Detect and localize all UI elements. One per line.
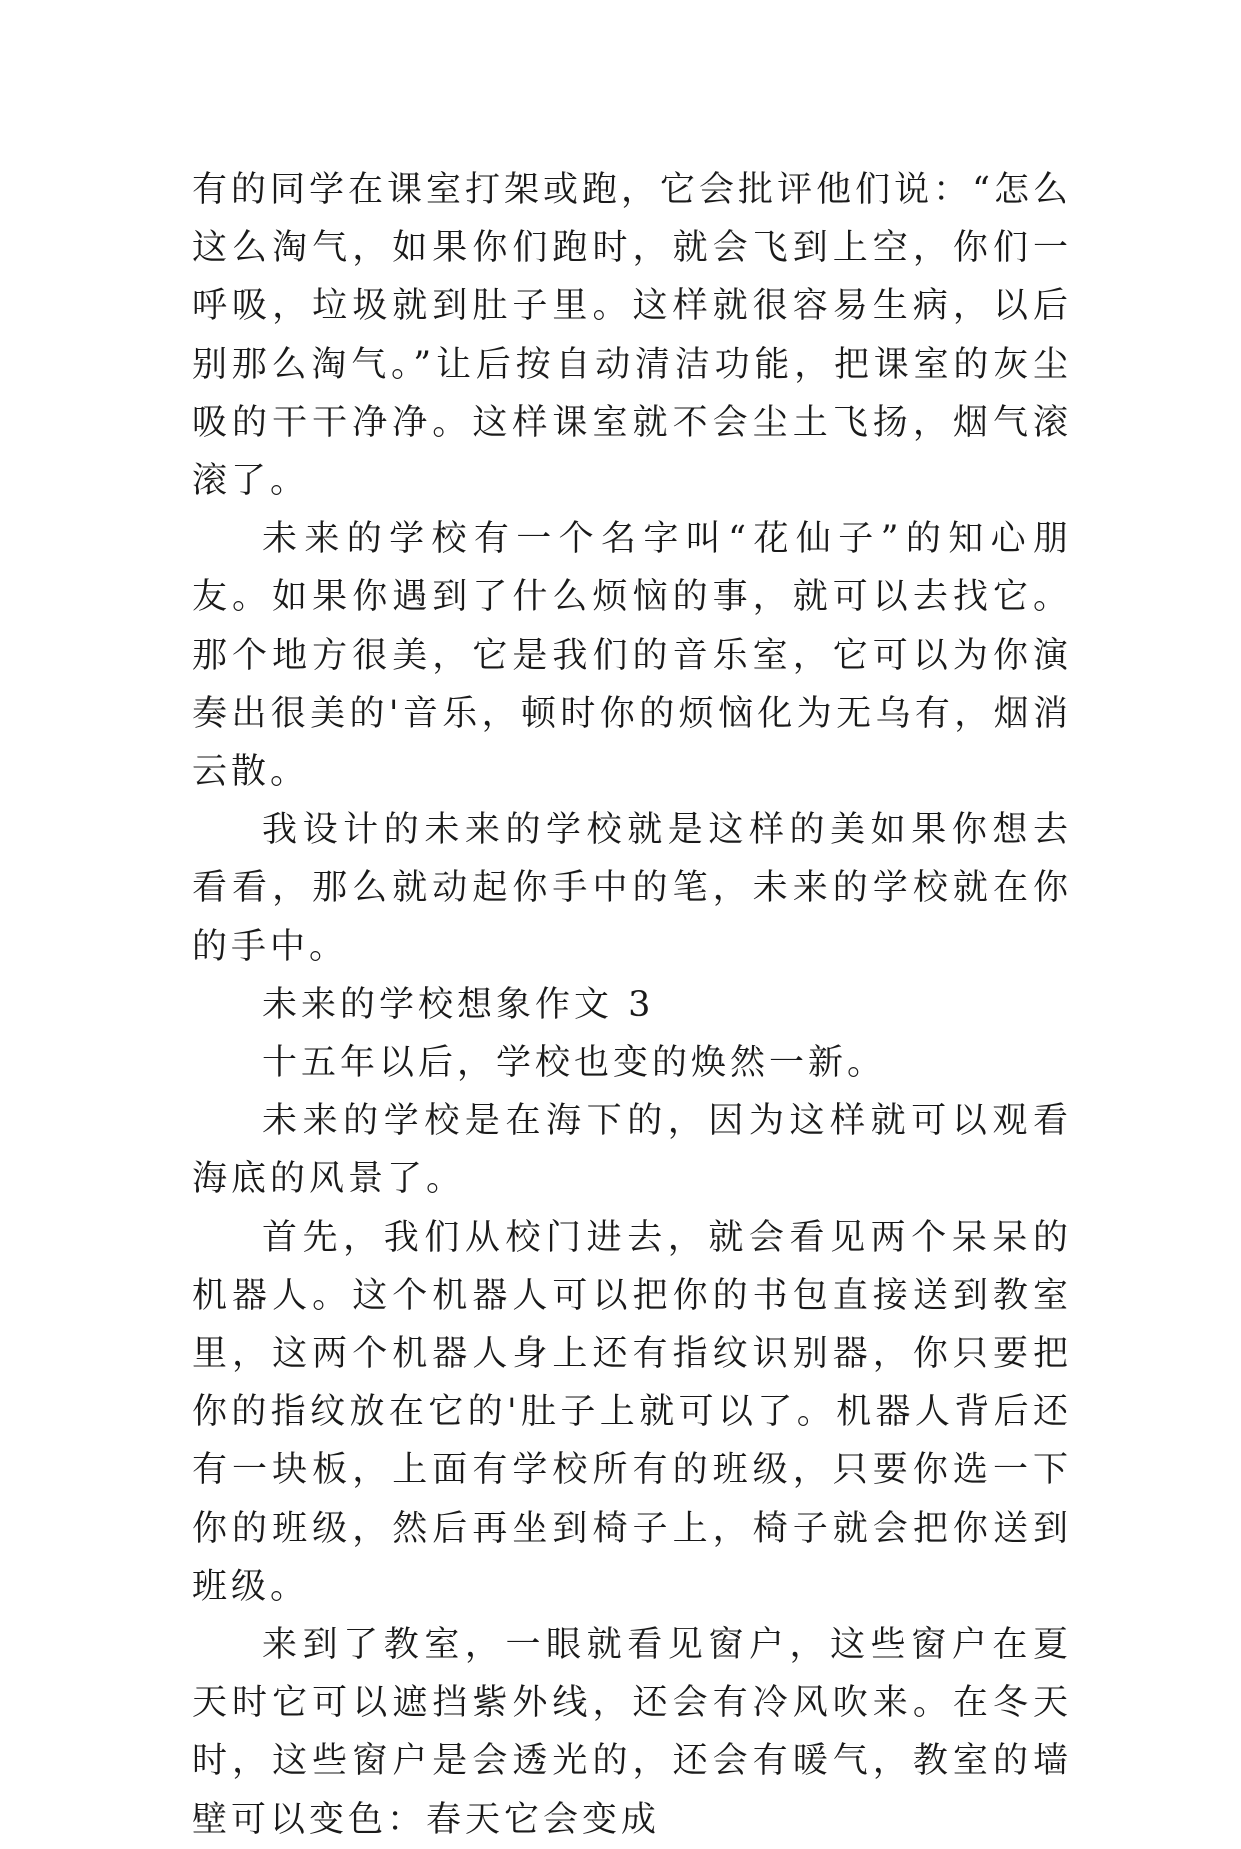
essay-body — [192, 161, 1072, 1849]
paragraph-2: 未来的学校有一个名字叫“花仙子”的知心朋友。如果你遇到了什么烦恼的事，就可以去找它。那个地方很美，它是我们的音乐室，它可以为你演奏出很美的'音乐，顿时你的烦恼化为无乌有，烟消云散。 — [192, 519, 1072, 793]
section-heading: 未来的学校想象作文 3 — [262, 984, 655, 1025]
paragraph-7: 首先，我们从校门进去，就会看见两个呆呆的机器人。这个机器人可以把你的书包直接送到教室里，这两个机器人身上还有指纹识别器，你只要把你的指纹放在它的'肚子上就可以了。机器人背后还有一块板，上面有学校所有的班级，只要你选一下你的班级，然后再坐到椅子上，椅子就会把你送到班级。 — [192, 1217, 1072, 1607]
paragraph-6: 未来的学校是在海下的，因为这样就可以观看海底的风景了。 — [192, 1101, 1072, 1200]
paragraph-3: 我设计的未来的学校就是这样的美如果你想去看看，那么就动起你手中的笔，未来的学校就在你的手中。 — [192, 810, 1072, 967]
paragraph-8: 来到了教室，一眼就看见窗户，这些窗户在夏天时它可以遮挡紫外线，还会有冷风吹来。在冬天时，这些窗户是会透光的，还会有暖气，教室的墙壁可以变色：春天它会变成 — [192, 1625, 1072, 1840]
paragraph-1: 有的同学在课室打架或跑，它会批评他们说：“怎么这么淘气，如果你们跑时，就会飞到上空，你们一呼吸，垃圾就到肚子里。这样就很容易生病，以后别那么淘气。”让后按自动清洁功能，把课室的灰尘吸的干干净净。这样课室就不会尘土飞扬，烟气滚滚了。 — [192, 170, 1072, 502]
paragraph-5: 十五年以后，学校也变的焕然一新。 — [262, 1043, 887, 1084]
